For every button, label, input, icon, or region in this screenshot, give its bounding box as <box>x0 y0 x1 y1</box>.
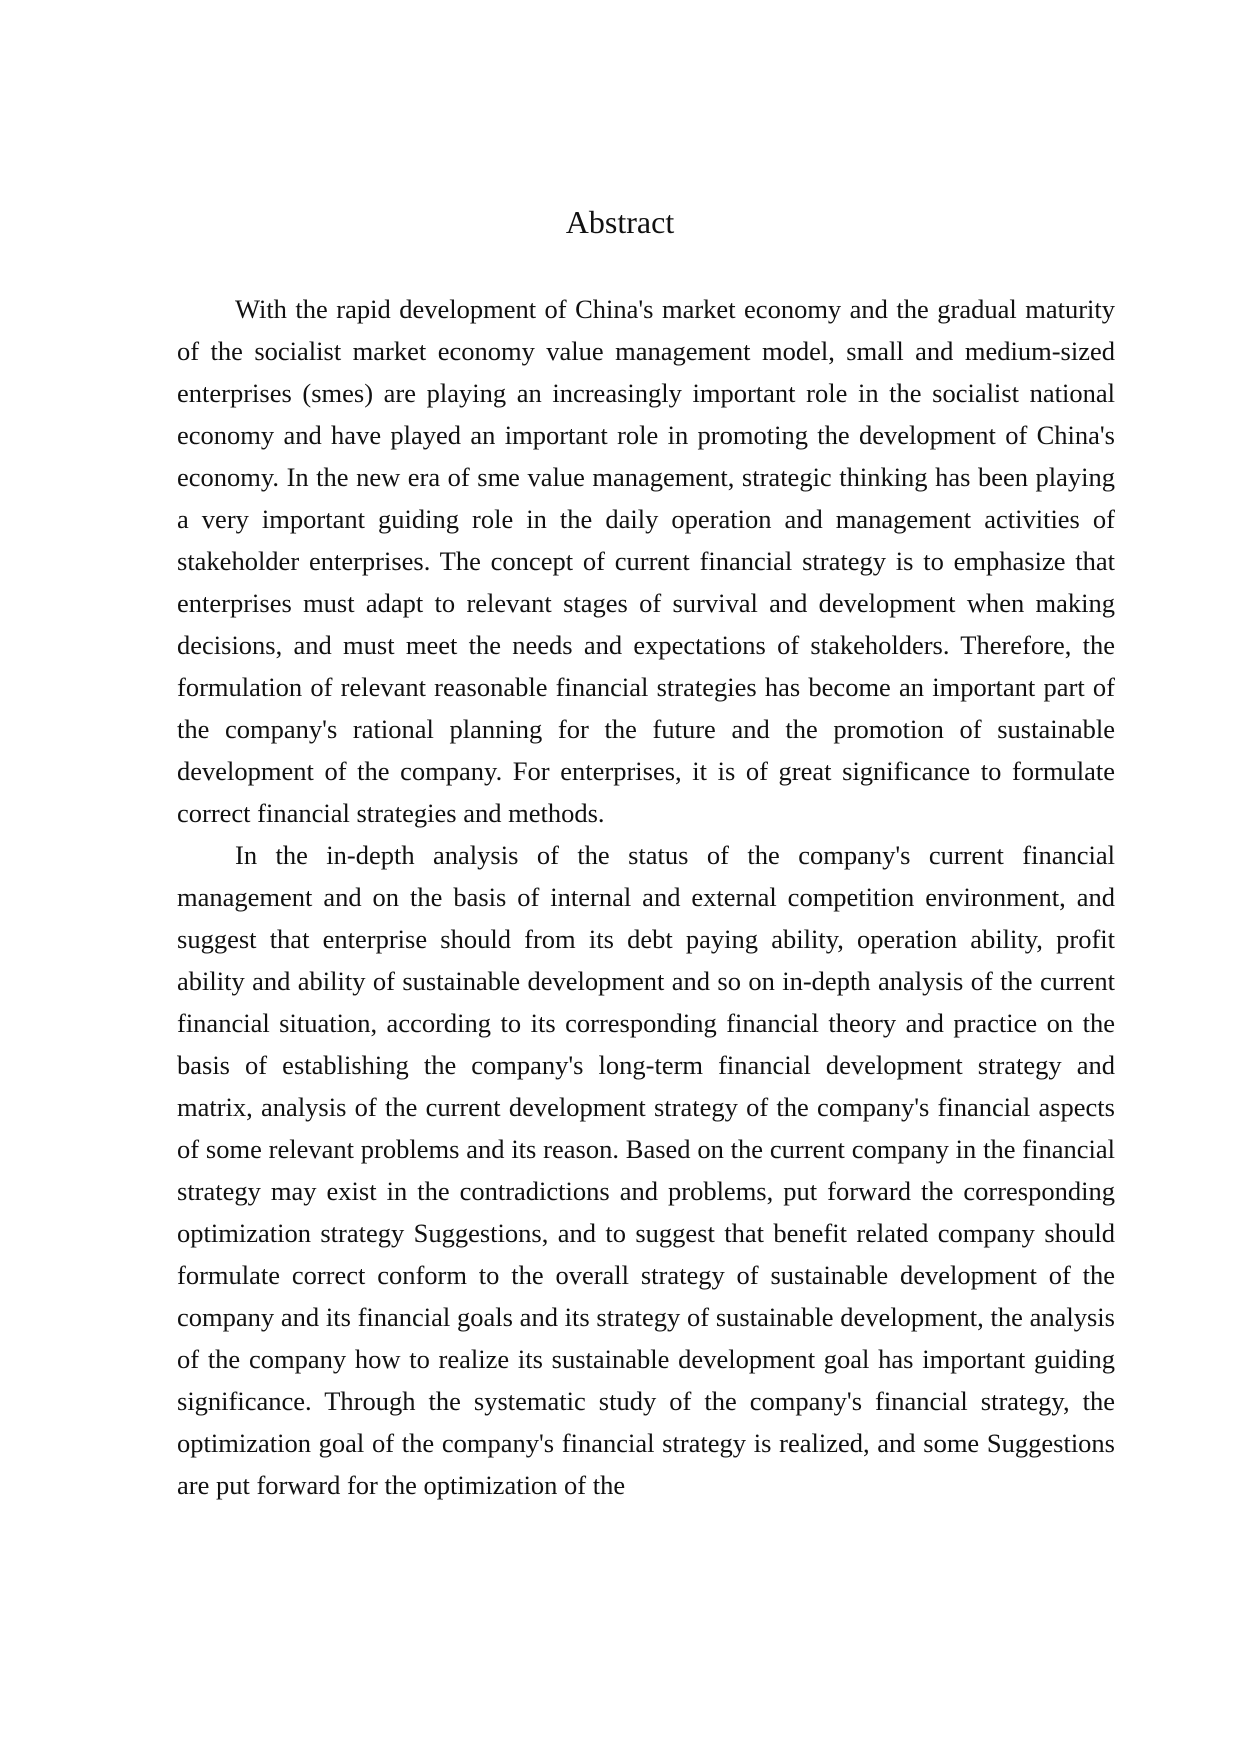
abstract-title: Abstract <box>565 204 675 240</box>
abstract-paragraph-2: In the in-depth analysis of the status of the company's current financial management and on the basis of internal and external competition environment, and suggest that enterprise should from its debt paying ability, operation ability, profit ability and ability of sustainable development and so on in-depth analysis of the current financial situation, according to its corresponding financial theory and practice on the basis of establishing the company's long-term financial development strategy and matrix, analysis of the current development strategy of the company's financial aspects of some relevant problems and its reason. Based on the current company in the financial strategy may exist in the contradictions and problems, put forward the corresponding optimization strategy Suggestions, and to suggest that benefit related company should formulate correct conform to the overall strategy of sustainable development of the company and its financial goals and its strategy of sustainable development, the analysis of the company how to realize its sustainable development goal has important guiding significance. Through the systematic study of the company's financial strategy, the optimization goal of the company's financial strategy is realized, and some Suggestions are put forward for the optimization of the <box>177 840 1115 1500</box>
abstract-paragraph-1: With the rapid development of China's market economy and the gradual maturity of the socialist market economy value management model, small and medium-sized enterprises (smes) are playing an increasingly important role in the socialist national economy and have played an important role in promoting the development of China's economy. In the new era of sme value management, strategic thinking has been playing a very important guiding role in the daily operation and management activities of stakeholder enterprises. The concept of current financial strategy is to emphasize that enterprises must adapt to relevant stages of survival and development when making decisions, and must meet the needs and expectations of stakeholders. Therefore, the formulation of relevant reasonable financial strategies has become an important part of the company's rational planning for the future and the promotion of sustainable development of the company. For enterprises, it is of great significance to formulate correct financial strategies and methods. <box>177 294 1115 828</box>
abstract-body <box>177 288 1115 1506</box>
